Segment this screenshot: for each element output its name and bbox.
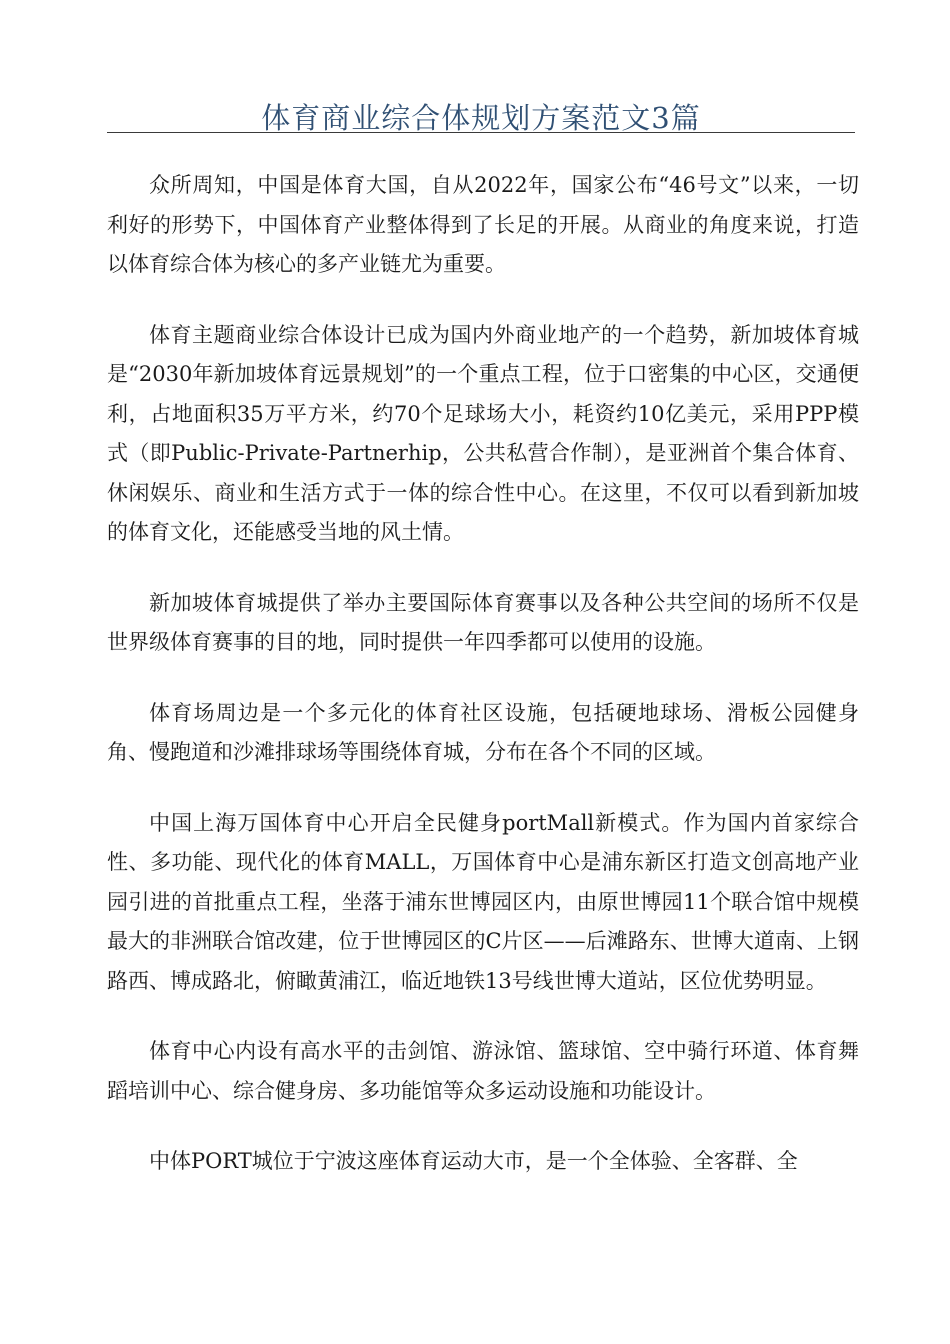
document-title: 体育商业综合体规划方案范文3篇 xyxy=(261,101,701,135)
document-body xyxy=(107,166,859,1213)
paragraph-intro: 众所周知，中国是体育大国，自从2022年，国家公布“46号文”以来，一切利好的形势下，中国体育产业整体得到了长足的开展。从商业的角度来说，打造以体育综合体为核心的多产业链尤为重要。 xyxy=(107,173,859,276)
paragraph-shanghai-sports-center: 中国上海万国体育中心开启全民健身portMall新模式。作为国内首家综合性、多功能、现代化的体育MALL，万国体育中心是浦东新区打造文创高地产业园引进的首批重点工程，坐落于浦东世博园区内，由原世博园11个联合馆中规模最大的非洲联合馆改建，位于世博园区的C片区——后滩路东、世博大道南、上钢路西、博成路北，俯瞰黄浦江，临近地铁13号线世博大道站，区位优势明显。 xyxy=(107,810,859,993)
paragraph-community-facilities: 体育场周边是一个多元化的体育社区设施，包括硬地球场、滑板公园健身角、慢跑道和沙滩排球场等围绕体育城，分布在各个不同的区域。 xyxy=(107,700,859,764)
title-underline xyxy=(107,132,855,133)
paragraph-center-facilities: 体育中心内设有高水平的击剑馆、游泳馆、篮球馆、空中骑行环道、体育舞蹈培训中心、综合健身房、多功能馆等众多运动设施和功能设计。 xyxy=(107,1039,859,1103)
paragraph-venue-facilities: 新加坡体育城提供了举办主要国际体育赛事以及各种公共空间的场所不仅是世界级体育赛事的目的地，同时提供一年四季都可以使用的设施。 xyxy=(107,590,859,654)
paragraph-ningbo-port-city: 中体PORT城位于宁波这座体育运动大市，是一个全体验、全客群、全 xyxy=(149,1149,798,1173)
paragraph-singapore-sports-hub: 体育主题商业综合体设计已成为国内外商业地产的一个趋势，新加坡体育城是“2030年新加坡体育远景规划”的一个重点工程，位于口密集的中心区，交通便利，占地面积35万平方米，约70个足球场大小，耗资约10亿美元，采用PPP模式（即Public-Private-Partnerhip，公共私营合作制），是亚洲首个集合体育、休闲娱乐、商业和生活方式于一体的综合性中心。在这里，不仅可以看到新加坡的体育文化，还能感受当地的风土情。 xyxy=(107,322,859,544)
